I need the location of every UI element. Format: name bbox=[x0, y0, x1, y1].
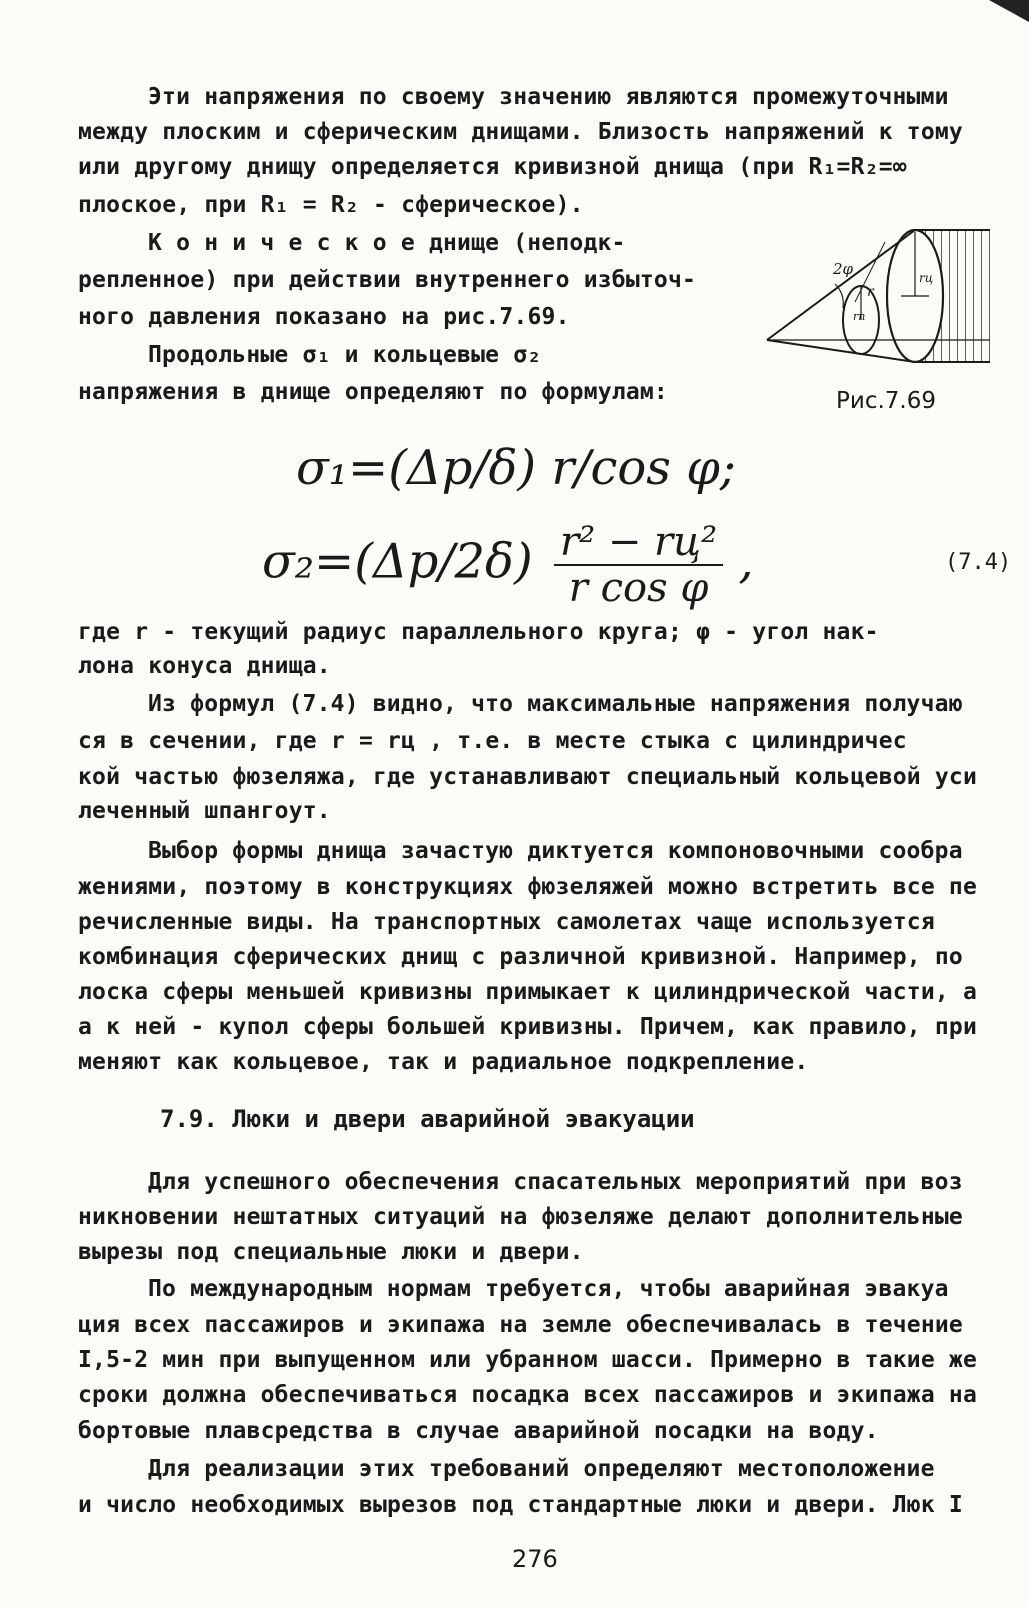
text-line: бортовые плавсредства в случае аварийной посадки на воду. bbox=[78, 1418, 879, 1444]
text-line: никновении нештатных ситуаций на фюзеляже делают дополнительные bbox=[78, 1204, 963, 1230]
formula-sigma1: σ₁=(Δp/δ) r/cos φ; bbox=[296, 440, 736, 496]
text-line: I,5-2 мин при выпущенном или убранном шасси. Примерно в такие же bbox=[78, 1347, 978, 1373]
text-line: лоска сферы меньшей кривизны примыкает к цилиндрической части, а bbox=[78, 979, 978, 1005]
text-line: речисленные виды. На транспортных самолетах чаще используется bbox=[78, 909, 935, 935]
figure-label-r: r bbox=[867, 284, 874, 300]
text-line: Продольные σ₁ и кольцевые σ₂ bbox=[148, 342, 542, 368]
text-line: ция всех пассажиров и экипажа на земле обеспечивалась в течение bbox=[78, 1312, 963, 1338]
formula-sigma2 bbox=[262, 520, 754, 610]
text-line: комбинация сферических днищ с различной кривизной. Например, по bbox=[78, 944, 963, 970]
fraction-numerator: r² − rц² bbox=[554, 520, 723, 566]
text-line: лона конуса днища. bbox=[78, 653, 331, 679]
text-line: По международным нормам требуется, чтобы аварийная эвакуа bbox=[148, 1276, 949, 1302]
figure-caption: Рис.7.69 bbox=[836, 388, 936, 414]
text-line: а к ней - купол сферы большей кривизны. Причем, как правило, при bbox=[78, 1014, 978, 1040]
text-line: репленное) при действии внутреннего избыточ- bbox=[78, 267, 697, 293]
figure-label-rc: rц bbox=[919, 271, 934, 285]
figure-label-angle: 2φ bbox=[833, 260, 854, 278]
text-line: где r - текущий радиус параллельного круга; φ - угол нак- bbox=[78, 619, 879, 645]
text-line: напряжения в днище определяют по формулам: bbox=[78, 379, 668, 405]
corner-mark bbox=[989, 0, 1029, 22]
page-number: 276 bbox=[512, 1545, 558, 1573]
text-line: меняют как кольцевое, так и радиальное подкрепление. bbox=[78, 1049, 809, 1075]
equation-number: (7.4) bbox=[945, 550, 1012, 575]
text-line: и число необходимых вырезов под стандартные люки и двери. Люк I bbox=[78, 1492, 963, 1518]
text-line: жениями, поэтому в конструкциях фюзеляжей можно встретить все пе bbox=[78, 874, 978, 900]
text-line: между плоским и сферическим днищами. Близость напряжений к тому bbox=[78, 119, 963, 145]
fraction-denominator: r cos φ bbox=[568, 565, 709, 611]
text-line: сроки должна обеспечиваться посадка всех пассажиров и экипажа на bbox=[78, 1382, 978, 1408]
text-line: Выбор формы днища зачастую диктуется компоновочными сообра bbox=[148, 838, 963, 864]
formula-sigma2-tail: , bbox=[738, 533, 754, 590]
section-heading: 7.9. Люки и двери аварийной эвакуации bbox=[160, 1105, 695, 1133]
text-line: леченный шпангоут. bbox=[78, 798, 331, 824]
formula-sigma2-lhs: σ₂=(Δp/2δ) bbox=[262, 533, 533, 590]
figure-label-rn: rп bbox=[853, 310, 866, 323]
cone-head-figure bbox=[765, 222, 1000, 372]
text-line: К о н и ч е с к о е днище (неподк- bbox=[148, 230, 626, 256]
text-line: Из формул (7.4) видно, что максимальные напряжения получаю bbox=[148, 691, 963, 717]
text-line: или другому днищу определяется кривизной днища (при R₁=R₂=∞ bbox=[78, 154, 907, 180]
text-line: вырезы под специальные люки и двери. bbox=[78, 1239, 584, 1265]
text-line: ного давления показано на рис.7.69. bbox=[78, 304, 570, 330]
text-line: Эти напряжения по своему значению являются промежуточными bbox=[148, 84, 949, 110]
text-line: плоское, при R₁ = R₂ - сферическое). bbox=[78, 192, 584, 218]
formula-sigma2-fraction bbox=[554, 520, 723, 610]
text-line: Для успешного обеспечения спасательных мероприятий при воз bbox=[148, 1169, 963, 1195]
text-line: Для реализации этих требований определяют местоположение bbox=[148, 1456, 935, 1482]
text-line: ся в сечении, где r = rц , т.е. в месте стыка с цилиндричес bbox=[78, 728, 907, 754]
text-line: кой частью фюзеляжа, где устанавливают специальный кольцевой уси bbox=[78, 764, 978, 790]
